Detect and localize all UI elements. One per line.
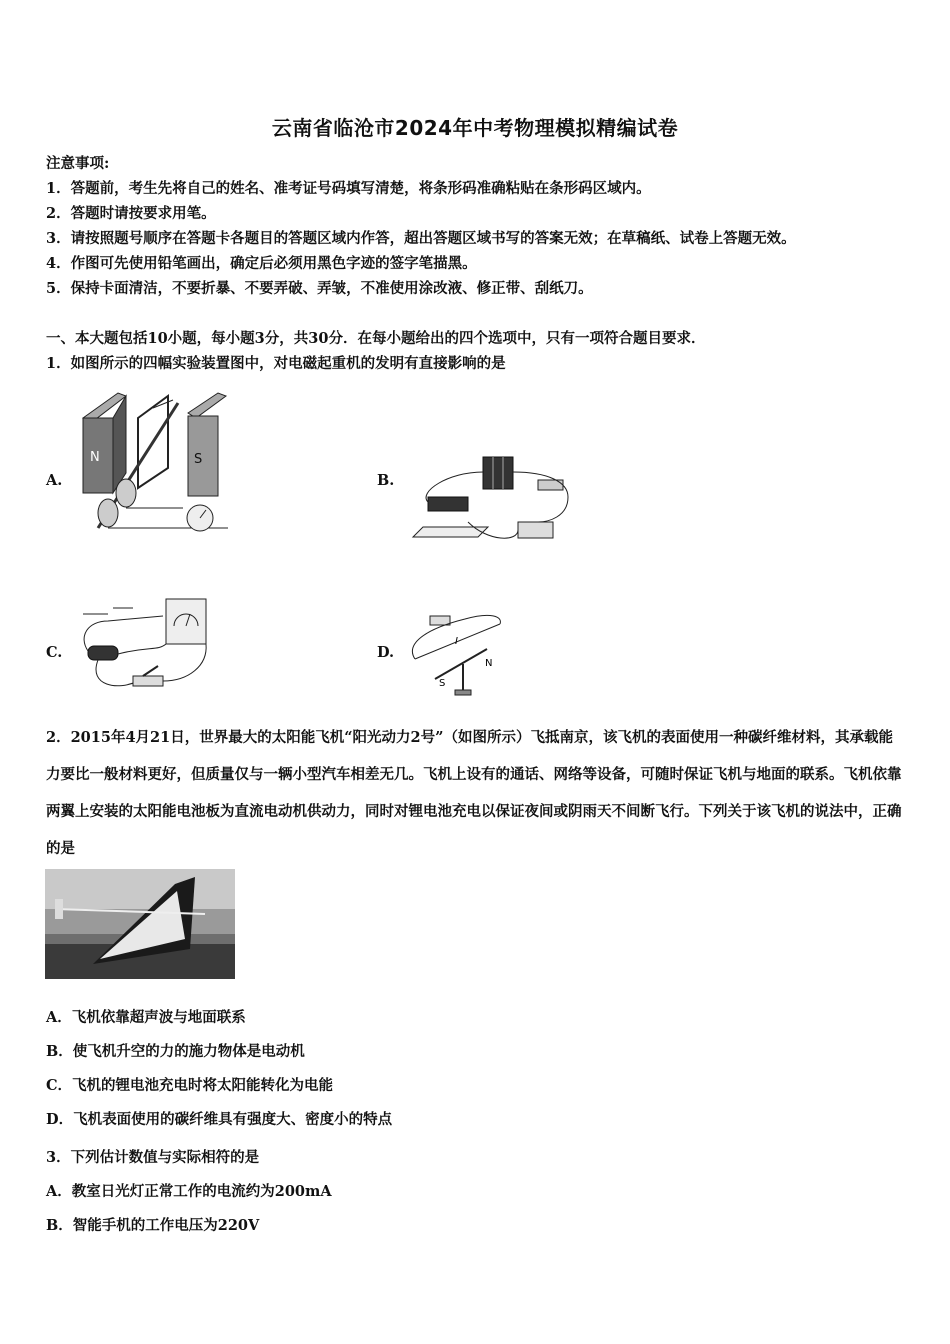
q1-option-c-label: C. — [46, 644, 63, 661]
notice-item: 1．答题前，考生先将自己的姓名、准考证号码填写清楚，将条形码准确粘贴在条形码区域内。 — [46, 180, 651, 197]
question-1-stem: 1．如图所示的四幅实验装置图中，对电磁起重机的发明有直接影响的是 — [46, 355, 506, 372]
question-2-stem: 2．2015年4月21日，世界最大的太阳能飞机“阳光动力2号”（如图所示）飞抵南京，该飞机的表面使用一种碳纤维材料，其承载能力要比一般材料更好，但质量仅与一辆小型汽车相差无几。飞机上设有的通话、网络等设备，可随时保证飞机与地面的联系。飞机依靠两翼上安装的太阳能电池板为直流电动机供动力，同时对锂电池充电以保证夜间或阴雨天不间断飞行。下列关于该飞机的说法中，正确的是 — [46, 729, 902, 857]
notice-item: 2．答题时请按要求用笔。 — [46, 205, 216, 222]
q2-option-a: A．飞机依靠超声波与地面联系 — [46, 1009, 246, 1026]
q3-option-a: A．教室日光灯正常工作的电流约为200mA — [46, 1183, 332, 1200]
figure-d-compass-wire — [405, 604, 505, 699]
figure-c-galvanometer — [78, 596, 213, 696]
q2-option-d: D．飞机表面使用的碳纤维具有强度大、密度小的特点 — [46, 1111, 393, 1128]
figure-b-circuit — [408, 452, 583, 547]
q2-option-c: C．飞机的锂电池充电时将太阳能转化为电能 — [46, 1077, 334, 1094]
compass-n-label: N — [485, 658, 493, 669]
q1-option-b-label: B. — [377, 472, 395, 489]
q3-option-b: B．智能手机的工作电压为220V — [46, 1217, 260, 1234]
solar-plane-photo — [45, 869, 235, 979]
notice-item: 5．保持卡面清洁，不要折暴、不要弄破、弄皱，不准使用涂改液、修正带、刮纸刀。 — [46, 280, 593, 297]
q1-option-d-label: D. — [377, 644, 395, 661]
compass-s-label: S — [439, 678, 446, 689]
section-heading: 一、本大题包括10小题，每小题3分，共30分．在每小题给出的四个选项中，只有一项符合题目要求． — [46, 330, 706, 347]
page-title: 云南省临沧市2024年中考物理模拟精编试卷 — [271, 116, 679, 140]
figure-a-generator — [78, 388, 238, 548]
notice-item: 4．作图可先使用铅笔画出，确定后必须用黑色字迹的签字笔描黑。 — [46, 255, 477, 272]
q1-option-a-label: A. — [46, 472, 63, 489]
current-label: I — [455, 636, 458, 647]
notice-item: 3．请按照题号顺序在答题卡各题目的答题区域内作答，超出答题区域书写的答案无效；在草稿纸、试卷上答题无效。 — [46, 230, 796, 247]
q2-option-b: B．使飞机升空的力的施力物体是电动机 — [46, 1043, 305, 1060]
magnet-s-label: S — [194, 452, 203, 467]
notice-heading: 注意事项: — [46, 155, 110, 172]
question-3-stem: 3．下列估计数值与实际相符的是 — [46, 1149, 260, 1166]
magnet-n-label: N — [90, 450, 100, 465]
